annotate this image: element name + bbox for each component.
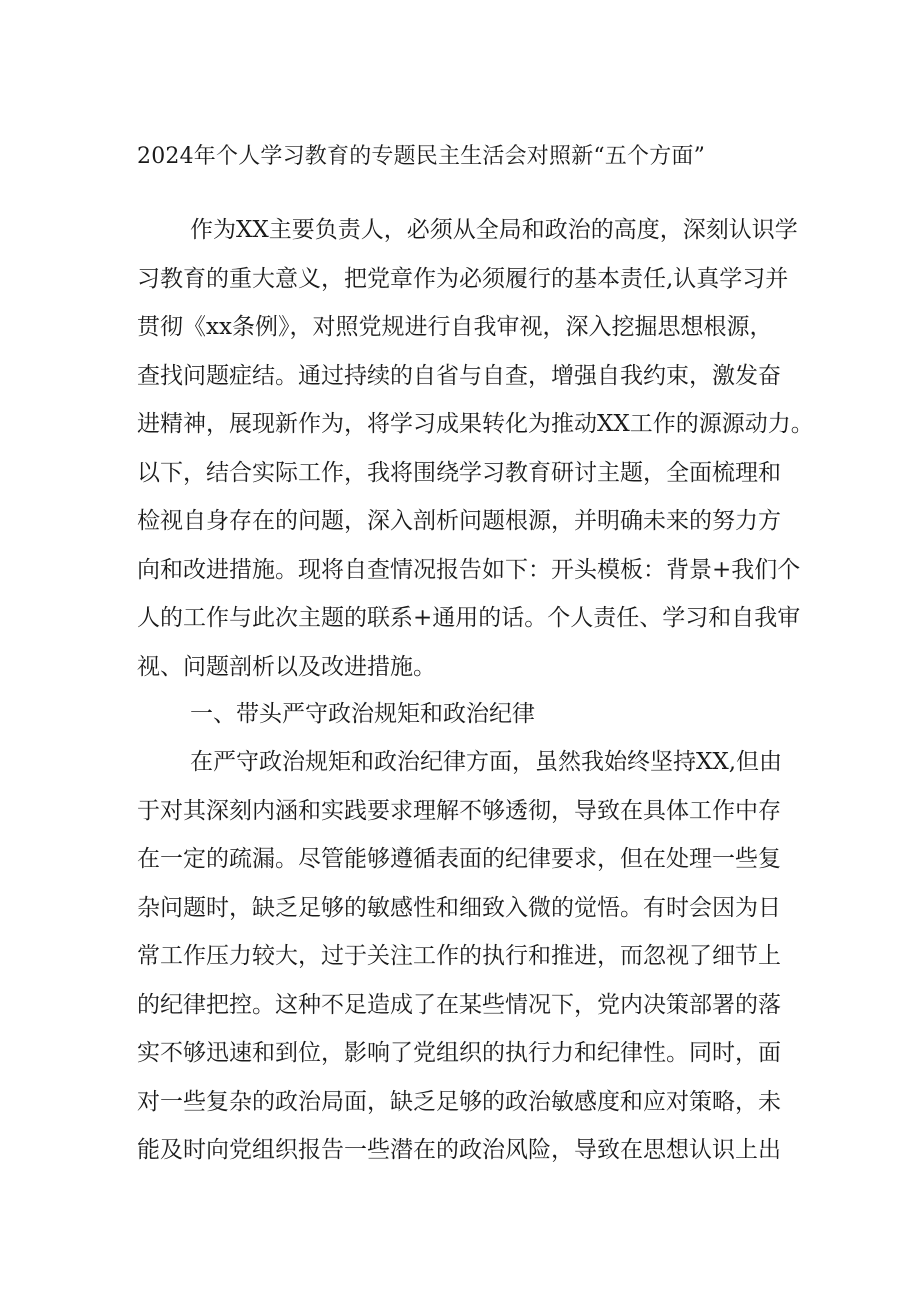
intro-line-10: 视、问题剖析以及改进措施。 [137, 654, 436, 680]
section-heading: 一、带头严守政治规矩和政治纪律 [190, 701, 535, 727]
section-line-7: 实不够迅速和到位，影响了党组织的执行力和纪律性。同时，面 [137, 1040, 781, 1066]
intro-line-8: 向和改进措施。现将自查情况报告如下：开头模板：背景+我们个 [137, 557, 801, 583]
section-line-9: 能及时向党组织报告一些潜在的政治风险，导致在思想认识上出 [137, 1137, 781, 1163]
intro-line-1: 作为XX主要负责人，必须从全局和政治的高度，深刻认识学 [190, 217, 798, 243]
section-line-4: 杂问题时，缺乏足够的敏感性和细致入微的觉悟。有时会因为日 [137, 895, 781, 921]
intro-line-2: 习教育的重大意义，把党章作为必须履行的基本责任,认真学习并 [137, 266, 789, 292]
intro-line-3: 贯彻《xx条例》，对照党规进行自我审视，深入挖掘思想根源， [137, 314, 773, 340]
intro-line-9: 人的工作与此次主题的联系+通用的话。个人责任、学习和自我审 [137, 605, 801, 631]
section-line-8: 对一些复杂的政治局面，缺乏足够的政治敏感度和应对策略，未 [137, 1089, 781, 1115]
section-line-2: 于对其深刻内涵和实践要求理解不够透彻，导致在具体工作中存 [137, 798, 781, 824]
intro-line-7: 检视自身存在的问题，深入剖析问题根源，并明确未来的努力方 [137, 508, 781, 534]
intro-line-5: 进精神，展现新作为，将学习成果转化为推动XX工作的源源动力。 [137, 411, 814, 437]
intro-line-6: 以下，结合实际工作，我将围绕学习教育研讨主题，全面梳理和 [137, 460, 781, 486]
section-line-1: 在严守政治规矩和政治纪律方面，虽然我始终坚持XX,但由 [190, 749, 783, 775]
section-line-3: 在一定的疏漏。尽管能够遵循表面的纪律要求，但在处理一些复 [137, 846, 781, 872]
intro-line-4: 查找问题症结。通过持续的自省与自查，增强自我约束，激发奋 [137, 363, 781, 389]
section-line-5: 常工作压力较大，过于关注工作的执行和推进，而忽视了细节上 [137, 943, 781, 969]
section-line-6: 的纪律把控。这种不足造成了在某些情况下，党内决策部署的落 [137, 992, 781, 1018]
document-title: 2024年个人学习教育的专题民主生活会对照新“五个方面” [137, 144, 706, 169]
